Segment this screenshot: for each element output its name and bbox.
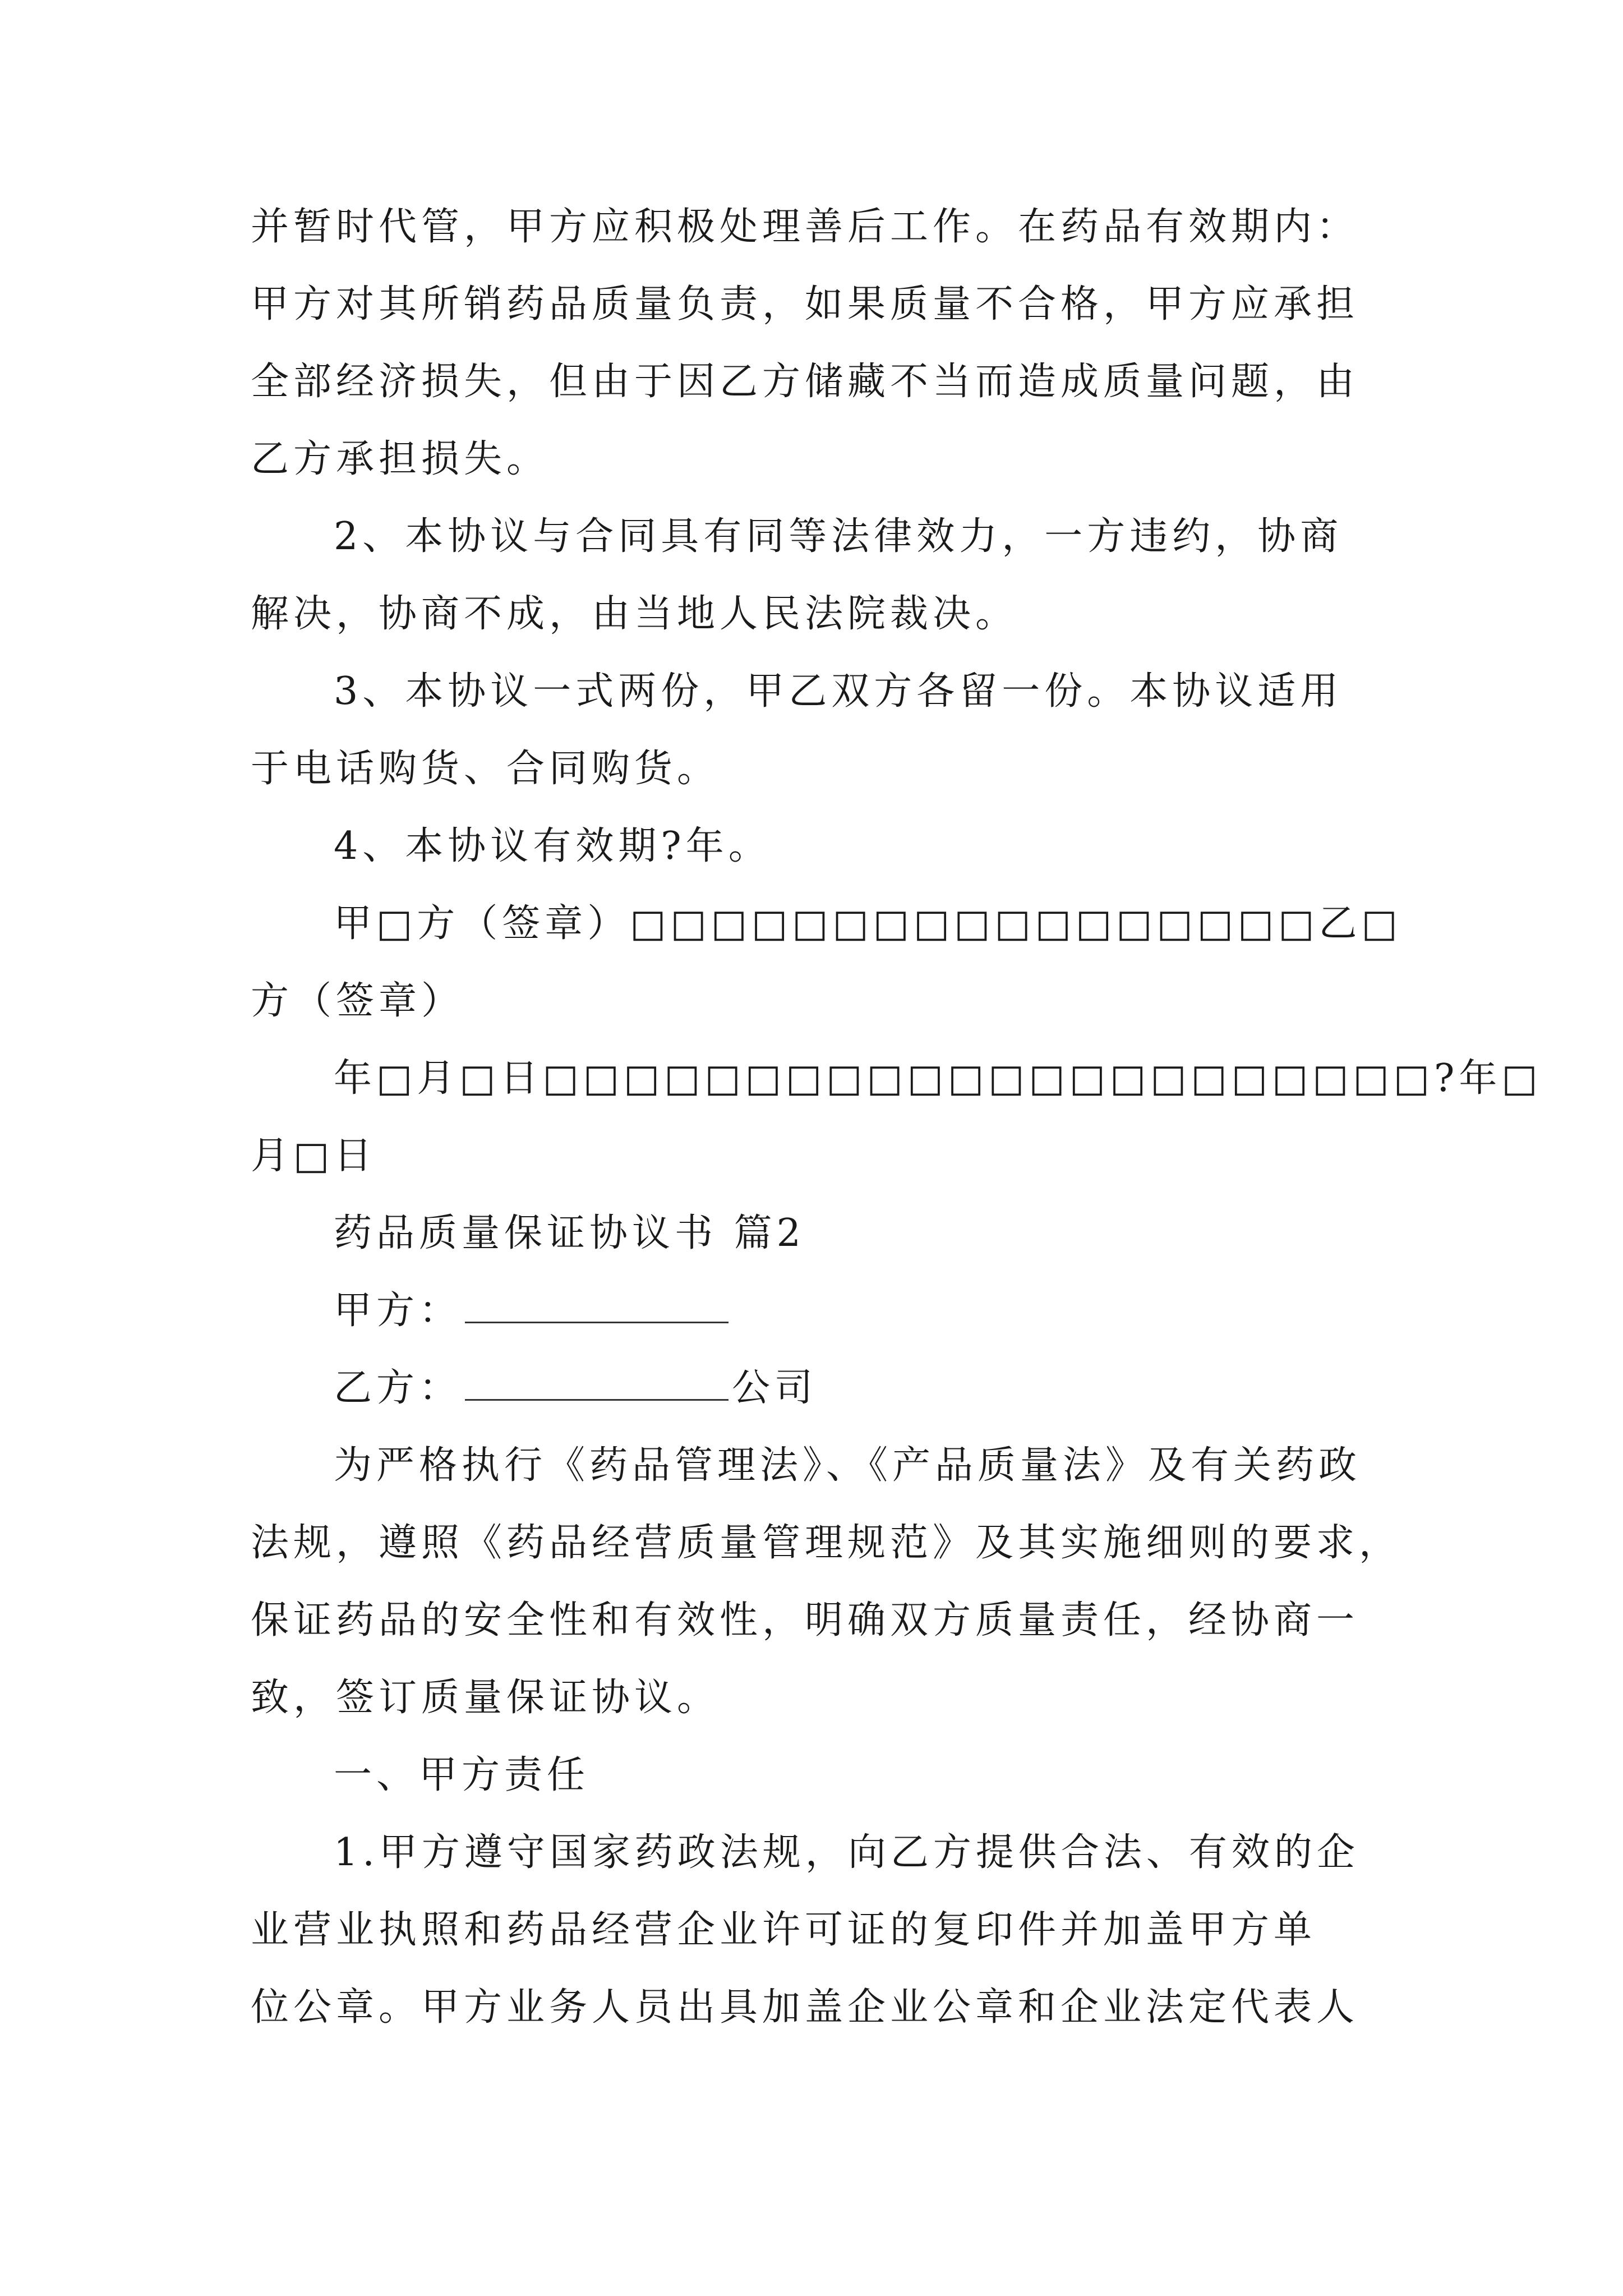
date-line: 月□日 <box>251 1134 377 1178</box>
signature-line: 甲□方（签章）□□□□□□□□□□□□□□□□□乙□ <box>334 901 1402 946</box>
responsibility-line: 业营业执照和药品经营企业许可证的复印件并加盖甲方单 <box>251 1908 1317 1952</box>
intro-line: 致，签订质量保证协议。 <box>251 1676 720 1720</box>
clause-2-line: 2、本协议与合同具有同等法律效力，一方违约，协商 <box>334 514 1343 559</box>
responsibility-line: 1.甲方遵守国家药政法规，向乙方提供合法、有效的企 <box>334 1830 1359 1875</box>
party-b-blank <box>465 1364 728 1401</box>
party-a-row <box>334 1286 732 1336</box>
intro-line: 保证药品的安全性和有效性，明确双方质量责任，经协商一 <box>251 1598 1359 1642</box>
clause-3-line: 于电话购货、合同购货。 <box>251 747 720 791</box>
paragraph-line: 乙方承担损失。 <box>251 437 550 481</box>
section-title: 药品质量保证协议书 篇2 <box>334 1211 805 1255</box>
paragraph-line: 并暂时代管，甲方应积极处理善后工作。在药品有效期内： <box>251 205 1359 249</box>
intro-line: 法规，遵照《药品经营质量管理规范》及其实施细则的要求， <box>251 1521 1402 1565</box>
clause-4-line: 4、本协议有效期?年。 <box>334 824 771 868</box>
party-a-label: 甲方： <box>334 1289 462 1333</box>
party-b-suffix: 公司 <box>732 1366 818 1410</box>
intro-line: 为严格执行《药品管理法》、《产品质量法》及有关药政 <box>334 1443 1362 1488</box>
clause-2-line: 解决，协商不成，由当地人民法院裁决。 <box>251 592 1018 636</box>
paragraph-line: 甲方对其所销药品质量负责，如果质量不合格，甲方应承担 <box>251 282 1359 326</box>
date-line: 年□月□日□□□□□□□□□□□□□□□□□□□□□□?年□ <box>334 1056 1542 1101</box>
party-b-label: 乙方： <box>334 1366 462 1410</box>
party-b-row <box>334 1363 817 1414</box>
signature-line: 方（签章） <box>251 979 464 1023</box>
paragraph-line: 全部经济损失，但由于因乙方储藏不当而造成质量问题，由 <box>251 360 1359 404</box>
clause-3-line: 3、本协议一式两份，甲乙双方各留一份。本协议适用 <box>334 669 1343 714</box>
section-heading: 一、甲方责任 <box>334 1753 590 1797</box>
responsibility-line: 位公章。甲方业务人员出具加盖企业公章和企业法定代表人 <box>251 1985 1359 2030</box>
party-a-blank <box>465 1287 728 1323</box>
